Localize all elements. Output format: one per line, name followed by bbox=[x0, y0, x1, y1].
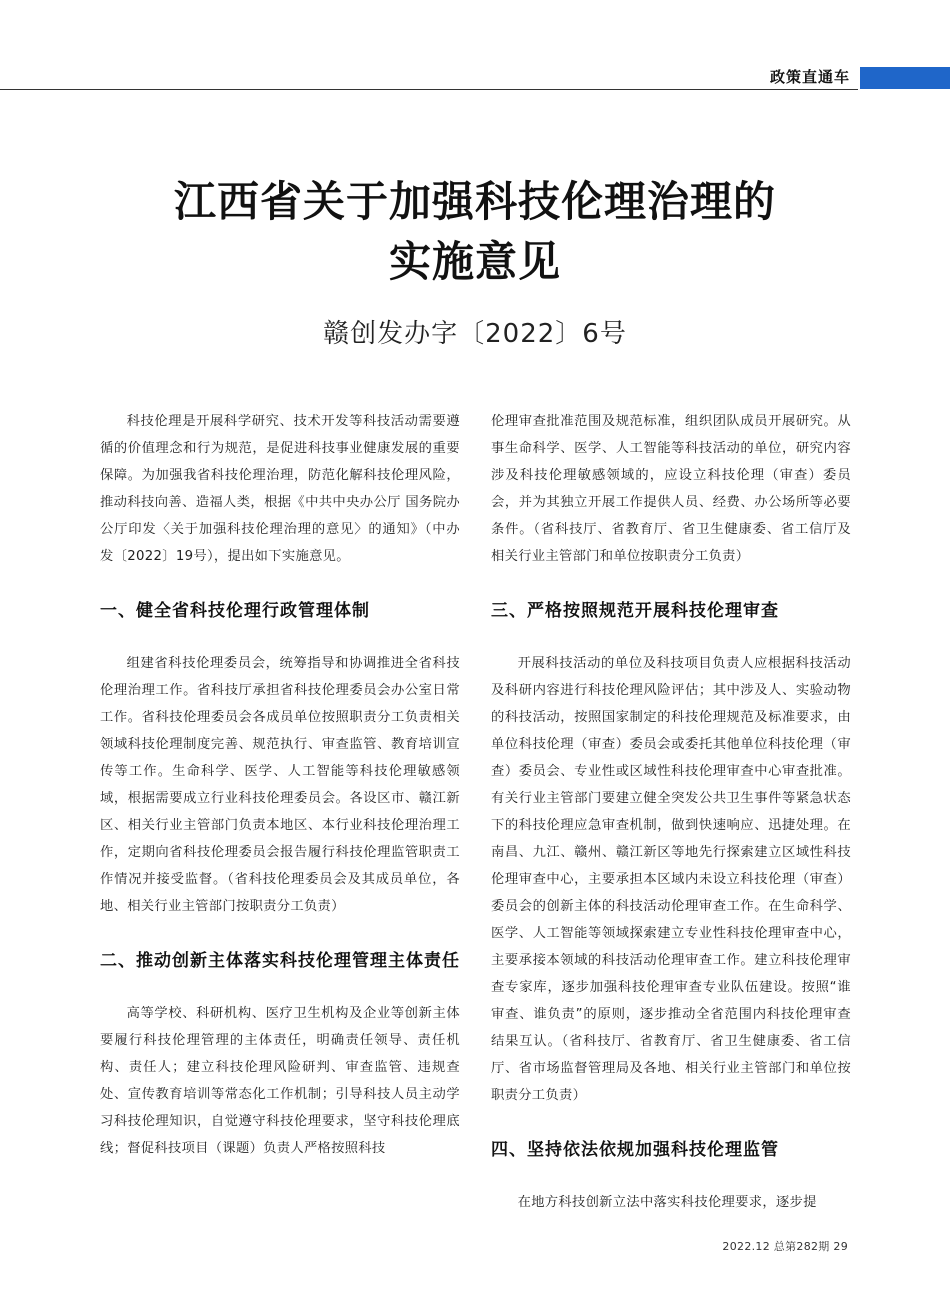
page-footer: 2022.12 总第282期 29 bbox=[722, 1240, 848, 1253]
article-title bbox=[0, 172, 950, 292]
section-2-paragraph-continued: 伦理审查批准范围及规范标准，组织团队成员开展研究。从事生命科学、医学、人工智能等科技活动的单位，研究内容涉及科技伦理敏感领域的，应设立科技伦理（审查）委员会，并为其独立开展工作提供人员、经费、办公场所等必要条件。（省科技厅、省教育厅、省卫生健康委、省工信厅及相关行业主管部门和单位按职责分工负责） bbox=[491, 414, 851, 564]
section-1-paragraph: 组建省科技伦理委员会，统筹指导和协调推进全省科技伦理治理工作。省科技厅承担省科技伦理委员会办公室日常工作。省科技伦理委员会各成员单位按照职责分工负责相关领域科技伦理制度完善、规范执行、审查监管、教育培训宣传等工作。生命科学、医学、人工智能等科技伦理敏感领域，根据需要成立行业科技伦理委员会。各设区市、赣江新区、相关行业主管部门负责本地区、本行业科技伦理治理工作，定期向省科技伦理委员会报告履行科技伦理监管职责工作情况并接受监督。（省科技伦理委员会及其成员单位，各地、相关行业主管部门按职责分工负责） bbox=[100, 656, 460, 914]
section-4-heading: 四、坚持依法依规加强科技伦理监管 bbox=[491, 1140, 779, 1160]
section-2-paragraph: 高等学校、科研机构、医疗卫生机构及企业等创新主体要履行科技伦理管理的主体责任，明确责任领导、责任机构、责任人；建立科技伦理风险研判、审查监管、违规查处、宣传教育培训等常态化工作机制；引导科技人员主动学习科技伦理知识，自觉遵守科技伦理要求，坚守科技伦理底线；督促科技项目（课题）负责人严格按照科技 bbox=[100, 1006, 460, 1156]
section-3-paragraph: 开展科技活动的单位及科技项目负责人应根据科技活动及科研内容进行科技伦理风险评估；其中涉及人、实验动物的科技活动，按照国家制定的科技伦理规范及标准要求，由单位科技伦理（审查）委员会或委托其他单位科技伦理（审查）委员会、专业性或区域性科技伦理审查中心审查批准。有关行业主管部门要建立健全突发公共卫生事件等紧急状态下的科技伦理应急审查机制，做到快速响应、迅捷处理。在南昌、九江、赣州、赣江新区等地先行探索建立区域性科技伦理审查中心，主要承担本区域内未设立科技伦理（审查）委员会的创新主体的科技活动伦理审查工作。在生命科学、医学、人工智能等领域探索建立专业性科技伦理审查中心，主要承接本领域的科技活动伦理审查工作。建立科技伦理审查专家库，逐步加强科技伦理审查专业队伍建设。按照“谁审查、谁负责”的原则，逐步推动全省范围内科技伦理审查结果互认。（省科技厅、省教育厅、省卫生健康委、省工信厅、省市场监督管理局及各地、相关行业主管部门和单位按职责分工负责） bbox=[491, 656, 851, 1103]
section-4-paragraph: 在地方科技创新立法中落实科技伦理要求，逐步提 bbox=[517, 1195, 817, 1210]
column-accent-bar bbox=[860, 67, 950, 89]
title-line-2: 实施意见 bbox=[388, 237, 561, 286]
right-column bbox=[491, 408, 851, 1216]
intro-paragraph: 科技伦理是开展科学研究、技术开发等科技活动需要遵循的价值理念和行为规范，是促进科技事业健康发展的重要保障。为加强我省科技伦理治理，防范化解科技伦理风险，推动科技向善、造福人类，根据《中共中央办公厅 国务院办公厅印发〈关于加强科技伦理治理的意见〉的通知》（中办发〔2022〕19号），提出如下实施意见。 bbox=[100, 414, 460, 564]
title-line-1: 江西省关于加强科技伦理治理的 bbox=[173, 177, 776, 226]
header-rule bbox=[0, 89, 858, 90]
section-1-heading: 一、健全省科技伦理行政管理体制 bbox=[100, 601, 370, 621]
document-number: 赣创发办字〔2022〕6号 bbox=[323, 319, 627, 349]
section-3-heading: 三、严格按照规范开展科技伦理审查 bbox=[491, 601, 779, 621]
section-2-heading: 二、推动创新主体落实科技伦理管理主体责任 bbox=[100, 951, 460, 971]
left-column bbox=[100, 408, 460, 1162]
column-tag: 政策直通车 bbox=[769, 68, 850, 86]
